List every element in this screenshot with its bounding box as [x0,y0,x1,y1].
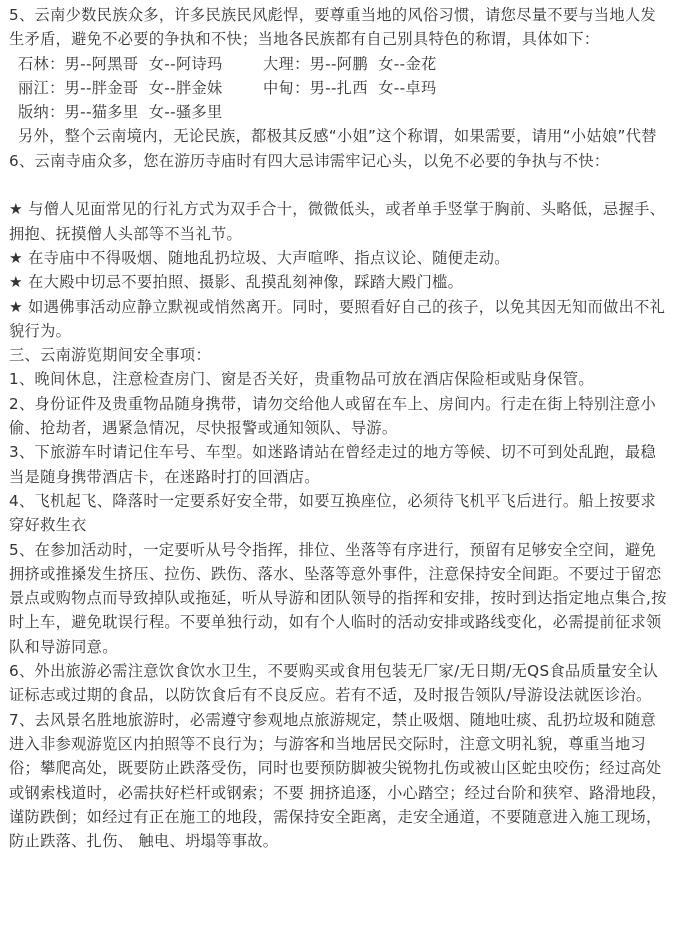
title-row-shilin-dali [9,52,670,76]
safety-item: 6、外出旅游必需注意饮食饮水卫生，不要购买或食用包装无厂家/无日期/无QS食品质量安全认证标志或过期的食品，以防饮食后有不良反应。若有不适，及时报告领队/导游设法就医诊治。 [9,662,659,705]
taboo-item: ★ 在寺庙中不得吸烟、随地乱扔垃圾、大声喧哗、指点议论、随便走动。 [9,248,510,267]
taboo-item: ★ 在大殿中切忌不要拍照、摄影、乱摸乱刻神像，踩踏大殿门槛。 [9,273,464,292]
title-banna: 版纳：男--猫多里 女--骚多里 [18,103,223,122]
taboo-item: ★ 如遇佛事活动应静立默视或悄然离开。同时，要照看好自己的孩子，以免其因无知而做出不礼貌行为。 [9,297,666,340]
taboo-item: ★ 与僧人见面常见的行礼方式为双手合十，微微低头，或者单手竖掌于胸前、头略低，忌握手、拥抱、抚摸僧人头部等不当礼节。 [9,200,666,243]
blank-line [9,173,670,197]
title-empty [263,100,670,124]
safety-item: 7、去风景名胜地旅游时，必需遵守参观地点旅游规定，禁止吸烟、随地吐痰、乱扔垃圾和随意进入非参观游览区内拍照等不良行为；与游客和当地居民交际时，注意文明礼貌，尊重当地习俗；攀爬高处，既要防止跌落受伤，同时也要预防脚被尖锐物扎伤或被山区蛇虫咬伤；经过高处或钢索栈道时，必需扶好栏杆或钢索；不要 拥挤追逐，小心踏空；经过台阶和狭窄、路滑地段，谨防跌倒；如经过有正在施工的地段，需保持安全距离，走安全通道，不要随意进入施工现场，防止跌落、扎伤、 触电、坍塌等事故。 [9,710,667,851]
section3-title: 三、云南游览期间安全事项： [9,346,211,365]
title-zhongdian: 中甸：男--扎西 女--卓玛 [263,78,437,97]
title-dali: 大理：男--阿鹏 女--金花 [263,54,437,73]
note-xiaojie: 另外，整个云南境内，无论民族，都极其反感“小姐”这个称谓，如果需要，请用“小姑娘”代替 [18,127,657,146]
title-row-banna [9,100,670,124]
title-row-lijiang-zhongdian [9,76,670,100]
title-lijiang: 丽江：男--胖金哥 女--胖金妹 [18,78,223,97]
safety-item: 3、下旅游车时请记住车号、车型。如迷路请站在曾经走过的地方等候、切不可到处乱跑，最稳当是随身携带酒店卡，在迷路时打的回酒店。 [9,443,657,486]
title-shilin: 石林：男--阿黑哥 女--阿诗玛 [18,54,223,73]
item6-intro: 6、云南寺庙众多，您在游历寺庙时有四大忌讳需牢记心头，以免不必要的争执与不快： [9,151,610,170]
safety-item: 2、身份证件及贵重物品随身携带，请勿交给他人或留在车上、房间内。行走在街上特别注意小偷、抢劫者，遇紧急情况，尽快报警或通知领队、导游。 [9,394,657,438]
item5-intro: 5、云南少数民族众多，许多民族民风彪悍，要尊重当地的风俗习惯，请您尽量不要与当地人发生矛盾，避免不必要的争执和不快；当地各民族都有自己别具特色的称谓，具体如下： [9,6,657,49]
safety-item: 5、在参加活动时，一定要听从号令指挥，排位、坐落等有序进行，预留有足够安全空间，避免拥挤或推搡发生挤压、拉伤、跌伤、落水、坠落等意外事件，注意保持安全间距。不要过于留恋景点或购物点而导致掉队或拖延，听从导游和团队领导的指挥和安排，按时到达指定地点集合,按时上车，避免耽误行程。不要单独行动，如有个人临时的活动安排或路线变化，必需提前征求领队和导游同意。 [9,540,667,656]
safety-item: 4、飞机起飞、降落时一定要系好安全带，如要互换座位，必须待飞机平飞后进行。船上按要求穿好救生衣 [9,491,657,535]
safety-item: 1、晚间休息，注意检查房门、窗是否关好，贵重物品可放在酒店保险柜或贴身保管。 [9,370,594,389]
